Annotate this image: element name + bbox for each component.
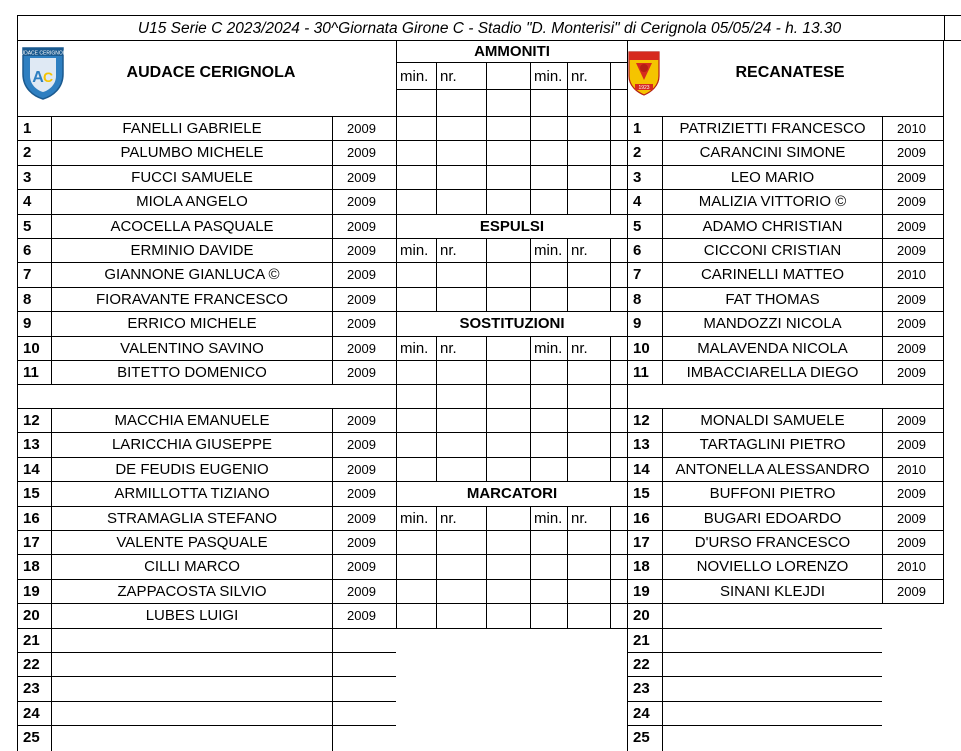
sostituzioni-section-title: SOSTITUZIONI	[396, 312, 627, 336]
espulsi-blank-cell	[486, 239, 530, 263]
svg-text:A: A	[32, 69, 44, 86]
sostituzioni-entry-cell	[436, 433, 486, 457]
marcatori-min-label: min.	[396, 507, 436, 531]
home-player-number: 13	[17, 433, 51, 457]
espulsi-entry-cell	[567, 288, 610, 312]
home-player-name: PALUMBO MICHELE	[51, 141, 332, 165]
sostituzioni-entry-cell	[486, 361, 530, 385]
ammoniti-entry-cell	[486, 90, 530, 117]
away-player-name: MALAVENDA NICOLA	[662, 337, 882, 361]
home-player-number: 21	[17, 629, 51, 653]
home-player-year: 2009	[332, 507, 396, 531]
away-player-name	[662, 629, 882, 653]
home-player-year	[332, 653, 396, 677]
away-player-name	[662, 702, 882, 726]
away-player-year: 2009	[882, 361, 944, 385]
away-player-year: 2009	[882, 531, 944, 555]
sostituzioni-entry-cell	[567, 361, 610, 385]
home-player-name: ERRICO MICHELE	[51, 312, 332, 336]
ammoniti-entry-cell	[610, 141, 627, 165]
away-player-name: CARINELLI MATTEO	[662, 263, 882, 287]
ammoniti-entry-cell	[610, 166, 627, 190]
marcatori-entry-cell	[530, 531, 567, 555]
espulsi-entry-cell	[486, 263, 530, 287]
home-player-year: 2009	[332, 190, 396, 214]
home-player-name: MACCHIA EMANUELE	[51, 409, 332, 433]
away-player-number: 24	[627, 702, 662, 726]
svg-text:1923: 1923	[638, 85, 650, 91]
away-player-year: 2010	[882, 458, 944, 482]
marcatori-entry-cell	[486, 604, 530, 628]
away-player-name: MALIZIA VITTORIO ©	[662, 190, 882, 214]
espulsi-entry-cell	[436, 263, 486, 287]
marcatori-entry-cell	[486, 580, 530, 604]
marcatori-entry-cell	[436, 555, 486, 579]
marcatori-entry-cell	[396, 580, 436, 604]
ammoniti-entry-cell	[436, 190, 486, 214]
home-player-name: DE FEUDIS EUGENIO	[51, 458, 332, 482]
sostituzioni-entry-cell	[436, 409, 486, 433]
sostituzioni-blank-cell	[610, 337, 627, 361]
away-player-number: 23	[627, 677, 662, 701]
espulsi-entry-cell	[610, 263, 627, 287]
home-player-name	[51, 726, 332, 750]
espulsi-nr-label: nr.	[567, 239, 610, 263]
espulsi-entry-cell	[530, 263, 567, 287]
away-player-name: CICCONI CRISTIAN	[662, 239, 882, 263]
home-player-name: BITETTO DOMENICO	[51, 361, 332, 385]
sostituzioni-entry-cell	[396, 458, 436, 482]
home-player-year: 2009	[332, 433, 396, 457]
away-player-name: ADAMO CHRISTIAN	[662, 215, 882, 239]
espulsi-entry-cell	[486, 288, 530, 312]
sostituzioni-entry-cell	[610, 385, 627, 409]
sostituzioni-entry-cell	[436, 385, 486, 409]
away-player-number: 12	[627, 409, 662, 433]
home-player-number: 5	[17, 215, 51, 239]
marcatori-blank-cell	[486, 507, 530, 531]
away-player-year: 2010	[882, 263, 944, 287]
sostituzioni-entry-cell	[610, 458, 627, 482]
home-player-year: 2009	[332, 166, 396, 190]
home-player-name: LARICCHIA GIUSEPPE	[51, 433, 332, 457]
marcatori-blank-cell	[610, 507, 627, 531]
sostituzioni-entry-cell	[567, 385, 610, 409]
home-player-year: 2009	[332, 458, 396, 482]
home-player-year: 2009	[332, 263, 396, 287]
home-player-number: 7	[17, 263, 51, 287]
marcatori-entry-cell	[436, 531, 486, 555]
home-player-number: 2	[17, 141, 51, 165]
away-team-name: RECANATESE	[735, 64, 845, 81]
ammoniti-entry-cell	[486, 190, 530, 214]
away-player-name: D'URSO FRANCESCO	[662, 531, 882, 555]
sostituzioni-entry-cell	[486, 409, 530, 433]
home-player-number: 20	[17, 604, 51, 628]
marcatori-entry-cell	[567, 555, 610, 579]
marcatori-entry-cell	[530, 580, 567, 604]
ammoniti-entry-cell	[486, 141, 530, 165]
away-player-number: 9	[627, 312, 662, 336]
espulsi-section-title: ESPULSI	[396, 215, 627, 239]
home-player-name: FIORAVANTE FRANCESCO	[51, 288, 332, 312]
home-gap-row	[17, 385, 396, 409]
away-player-year: 2010	[882, 555, 944, 579]
home-player-year: 2009	[332, 531, 396, 555]
sostituzioni-entry-cell	[530, 409, 567, 433]
home-player-year: 2009	[332, 215, 396, 239]
away-player-number: 2	[627, 141, 662, 165]
ammoniti-entry-cell	[396, 166, 436, 190]
sostituzioni-min-label: min.	[396, 337, 436, 361]
away-player-name	[662, 677, 882, 701]
home-player-number: 3	[17, 166, 51, 190]
sostituzioni-entry-cell	[486, 458, 530, 482]
home-player-year	[332, 702, 396, 726]
home-player-number: 25	[17, 726, 51, 750]
espulsi-entry-cell	[396, 288, 436, 312]
away-player-name: MONALDI SAMUELE	[662, 409, 882, 433]
home-player-name	[51, 677, 332, 701]
espulsi-entry-cell	[396, 263, 436, 287]
home-player-year: 2009	[332, 239, 396, 263]
ammoniti-entry-cell	[567, 166, 610, 190]
ammoniti-entry-cell	[567, 141, 610, 165]
marcatori-min-label: min.	[530, 507, 567, 531]
espulsi-blank-cell	[610, 239, 627, 263]
home-player-name: MIOLA ANGELO	[51, 190, 332, 214]
away-player-number: 20	[627, 604, 662, 628]
home-player-number: 19	[17, 580, 51, 604]
home-player-name: STRAMAGLIA STEFANO	[51, 507, 332, 531]
sostituzioni-entry-cell	[567, 458, 610, 482]
away-player-number: 1	[627, 117, 662, 141]
home-player-name: ACOCELLA PASQUALE	[51, 215, 332, 239]
home-player-year	[332, 629, 396, 653]
home-player-name	[51, 653, 332, 677]
away-player-name: MANDOZZI NICOLA	[662, 312, 882, 336]
sostituzioni-entry-cell	[486, 433, 530, 457]
ammoniti-nr-label: nr.	[567, 63, 610, 90]
espulsi-entry-cell	[610, 288, 627, 312]
marcatori-entry-cell	[486, 531, 530, 555]
sostituzioni-entry-cell	[436, 361, 486, 385]
away-player-year: 2009	[882, 312, 944, 336]
sostituzioni-entry-cell	[610, 409, 627, 433]
away-player-name: CARANCINI SIMONE	[662, 141, 882, 165]
ammoniti-min-label: min.	[396, 63, 436, 90]
title-right-border	[944, 15, 945, 41]
espulsi-entry-cell	[436, 288, 486, 312]
away-player-name: ANTONELLA ALESSANDRO	[662, 458, 882, 482]
away-player-name	[662, 726, 882, 750]
sostituzioni-nr-label: nr.	[436, 337, 486, 361]
home-player-year: 2009	[332, 117, 396, 141]
sostituzioni-entry-cell	[396, 361, 436, 385]
svg-text:AUDACE CERIGNOLA: AUDACE CERIGNOLA	[17, 50, 69, 57]
away-player-year: 2010	[882, 117, 944, 141]
ammoniti-entry-cell	[436, 166, 486, 190]
away-player-number: 8	[627, 288, 662, 312]
away-player-number: 22	[627, 653, 662, 677]
home-player-number: 24	[17, 702, 51, 726]
home-player-year: 2009	[332, 361, 396, 385]
ammoniti-entry-cell	[396, 141, 436, 165]
ammoniti-entry-cell	[610, 190, 627, 214]
away-player-number: 19	[627, 580, 662, 604]
home-player-name: ERMINIO DAVIDE	[51, 239, 332, 263]
away-player-name: SINANI KLEJDI	[662, 580, 882, 604]
home-player-year	[332, 677, 396, 701]
home-header-box	[17, 41, 396, 117]
home-player-number: 14	[17, 458, 51, 482]
ammoniti-entry-cell	[436, 141, 486, 165]
away-player-number: 15	[627, 482, 662, 506]
home-team-name: AUDACE CERIGNOLA	[126, 64, 296, 81]
sostituzioni-entry-cell	[530, 433, 567, 457]
ammoniti-entry-cell	[396, 117, 436, 141]
away-player-number: 3	[627, 166, 662, 190]
marcatori-entry-cell	[436, 604, 486, 628]
home-player-number: 16	[17, 507, 51, 531]
home-player-name: CILLI MARCO	[51, 555, 332, 579]
sostituzioni-entry-cell	[530, 385, 567, 409]
away-player-year: 2009	[882, 166, 944, 190]
ammoniti-entry-cell	[486, 117, 530, 141]
sostituzioni-entry-cell	[486, 385, 530, 409]
home-player-name	[51, 702, 332, 726]
away-player-number: 21	[627, 629, 662, 653]
ammoniti-entry-cell	[610, 90, 627, 117]
home-player-year	[332, 726, 396, 750]
sostituzioni-nr-label: nr.	[567, 337, 610, 361]
marcatori-entry-cell	[610, 580, 627, 604]
away-player-year: 2009	[882, 482, 944, 506]
away-player-number: 25	[627, 726, 662, 750]
home-player-year: 2009	[332, 409, 396, 433]
marcatori-entry-cell	[610, 531, 627, 555]
away-player-number: 7	[627, 263, 662, 287]
away-player-number: 4	[627, 190, 662, 214]
ammoniti-entry-cell	[530, 117, 567, 141]
away-player-name: PATRIZIETTI FRANCESCO	[662, 117, 882, 141]
ammoniti-min-label: min.	[530, 63, 567, 90]
away-player-number: 17	[627, 531, 662, 555]
home-player-number: 9	[17, 312, 51, 336]
marcatori-entry-cell	[486, 555, 530, 579]
ammoniti-entry-cell	[396, 90, 436, 117]
ammoniti-entry-cell	[530, 90, 567, 117]
ammoniti-entry-cell	[436, 117, 486, 141]
away-player-number: 11	[627, 361, 662, 385]
marcatori-section-title: MARCATORI	[396, 482, 627, 506]
home-player-number: 12	[17, 409, 51, 433]
away-gap-row	[627, 385, 944, 409]
away-player-year: 2009	[882, 433, 944, 457]
marcatori-entry-cell	[610, 604, 627, 628]
away-player-name: TARTAGLINI PIETRO	[662, 433, 882, 457]
ammoniti-entry-cell	[436, 90, 486, 117]
home-player-year: 2009	[332, 482, 396, 506]
away-header-box	[627, 41, 944, 117]
marcatori-entry-cell	[396, 555, 436, 579]
ammoniti-entry-cell	[530, 166, 567, 190]
ammoniti-entry-cell	[567, 190, 610, 214]
match-title: U15 Serie C 2023/2024 - 30^Giornata Girone C - Stadio "D. Monterisi" di Cerignola 05/05/24 - h. 13.30	[17, 15, 961, 41]
sostituzioni-entry-cell	[567, 433, 610, 457]
home-player-number: 23	[17, 677, 51, 701]
marcatori-entry-cell	[530, 604, 567, 628]
away-player-year: 2009	[882, 239, 944, 263]
sostituzioni-entry-cell	[567, 409, 610, 433]
away-player-name: BUGARI EDOARDO	[662, 507, 882, 531]
home-player-year: 2009	[332, 604, 396, 628]
ammoniti-blank-cell	[610, 63, 627, 90]
away-player-name: BUFFONI PIETRO	[662, 482, 882, 506]
sostituzioni-entry-cell	[396, 409, 436, 433]
home-player-year: 2009	[332, 580, 396, 604]
home-player-name: VALENTINO SAVINO	[51, 337, 332, 361]
home-player-name: ZAPPACOSTA SILVIO	[51, 580, 332, 604]
away-player-name	[662, 653, 882, 677]
away-player-number: 10	[627, 337, 662, 361]
away-player-year: 2009	[882, 288, 944, 312]
sostituzioni-entry-cell	[436, 458, 486, 482]
espulsi-entry-cell	[567, 263, 610, 287]
home-player-year: 2009	[332, 312, 396, 336]
marcatori-entry-cell	[396, 531, 436, 555]
home-player-name: FANELLI GABRIELE	[51, 117, 332, 141]
away-player-number: 14	[627, 458, 662, 482]
home-player-name	[51, 629, 332, 653]
away-player-name: FAT THOMAS	[662, 288, 882, 312]
ammoniti-entry-cell	[530, 190, 567, 214]
marcatori-nr-label: nr.	[567, 507, 610, 531]
espulsi-entry-cell	[530, 288, 567, 312]
away-player-year: 2009	[882, 409, 944, 433]
home-player-number: 1	[17, 117, 51, 141]
away-player-number: 18	[627, 555, 662, 579]
home-player-name: ARMILLOTTA TIZIANO	[51, 482, 332, 506]
away-player-year: 2009	[882, 580, 944, 604]
home-player-name: GIANNONE GIANLUCA ©	[51, 263, 332, 287]
home-player-year: 2009	[332, 288, 396, 312]
away-player-year: 2009	[882, 215, 944, 239]
sostituzioni-entry-cell	[530, 458, 567, 482]
home-player-year: 2009	[332, 555, 396, 579]
away-player-name	[662, 604, 882, 628]
ammoniti-section-title: AMMONITI	[396, 41, 627, 63]
marcatori-entry-cell	[396, 604, 436, 628]
marcatori-entry-cell	[567, 531, 610, 555]
home-player-number: 22	[17, 653, 51, 677]
marcatori-entry-cell	[567, 580, 610, 604]
away-player-name: LEO MARIO	[662, 166, 882, 190]
away-player-number: 13	[627, 433, 662, 457]
marcatori-nr-label: nr.	[436, 507, 486, 531]
ammoniti-nr-label: nr.	[436, 63, 486, 90]
ammoniti-entry-cell	[567, 90, 610, 117]
sostituzioni-blank-cell	[486, 337, 530, 361]
home-player-number: 17	[17, 531, 51, 555]
home-player-number: 18	[17, 555, 51, 579]
home-player-number: 10	[17, 337, 51, 361]
sostituzioni-min-label: min.	[530, 337, 567, 361]
sostituzioni-entry-cell	[530, 361, 567, 385]
espulsi-nr-label: nr.	[436, 239, 486, 263]
marcatori-entry-cell	[610, 555, 627, 579]
home-player-number: 11	[17, 361, 51, 385]
ammoniti-entry-cell	[530, 141, 567, 165]
espulsi-min-label: min.	[396, 239, 436, 263]
home-player-year: 2009	[332, 337, 396, 361]
home-player-number: 8	[17, 288, 51, 312]
away-player-year: 2009	[882, 190, 944, 214]
away-player-name: NOVIELLO LORENZO	[662, 555, 882, 579]
home-player-name: LUBES LUIGI	[51, 604, 332, 628]
svg-text:C: C	[42, 69, 54, 85]
away-player-number: 16	[627, 507, 662, 531]
ammoniti-entry-cell	[396, 190, 436, 214]
away-player-number: 6	[627, 239, 662, 263]
away-player-number: 5	[627, 215, 662, 239]
sostituzioni-entry-cell	[610, 433, 627, 457]
marcatori-entry-cell	[567, 604, 610, 628]
marcatori-entry-cell	[436, 580, 486, 604]
sostituzioni-entry-cell	[610, 361, 627, 385]
ammoniti-entry-cell	[567, 117, 610, 141]
ammoniti-entry-cell	[610, 117, 627, 141]
espulsi-min-label: min.	[530, 239, 567, 263]
home-player-number: 6	[17, 239, 51, 263]
ammoniti-blank-cell	[486, 63, 530, 90]
home-player-year: 2009	[332, 141, 396, 165]
home-player-name: FUCCI SAMUELE	[51, 166, 332, 190]
sostituzioni-entry-cell	[396, 433, 436, 457]
away-player-year: 2009	[882, 141, 944, 165]
away-player-name: IMBACCIARELLA DIEGO	[662, 361, 882, 385]
home-player-number: 15	[17, 482, 51, 506]
sostituzioni-entry-cell	[396, 385, 436, 409]
marcatori-entry-cell	[530, 555, 567, 579]
away-player-year: 2009	[882, 507, 944, 531]
home-player-number: 4	[17, 190, 51, 214]
away-player-year: 2009	[882, 337, 944, 361]
home-player-name: VALENTE PASQUALE	[51, 531, 332, 555]
ammoniti-entry-cell	[486, 166, 530, 190]
